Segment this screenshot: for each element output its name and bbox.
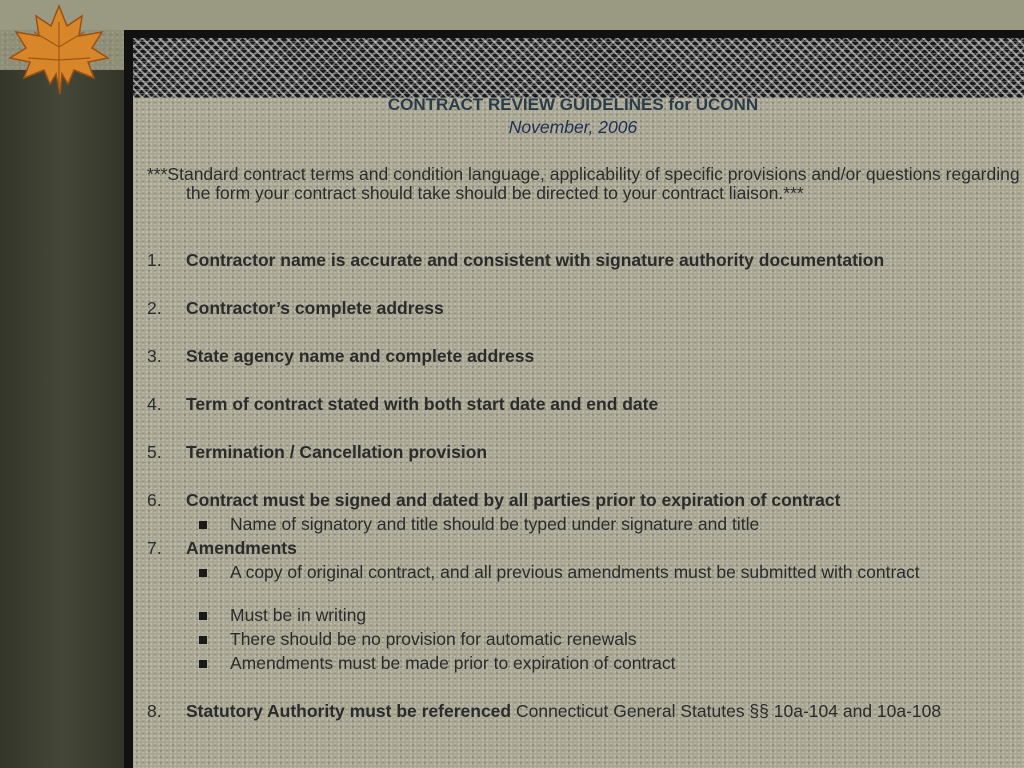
- slide-heading: CONTRACT REVIEW GUIDELINES for UCONN: [387, 95, 759, 114]
- sub-item-text: A copy of original contract, and all previous amendments must be submitted with contract: [230, 562, 920, 582]
- slide-date: November, 2006: [508, 117, 638, 137]
- item-text: State agency name and complete address: [186, 346, 535, 366]
- list-item: [147, 702, 992, 721]
- square-bullet-icon: [199, 521, 207, 529]
- sub-item: [199, 654, 959, 673]
- sub-item: [199, 515, 959, 534]
- sub-item-text: There should be no provision for automatic renewals: [230, 629, 637, 649]
- slide-content: [133, 38, 1024, 768]
- maple-leaf-icon: [4, 2, 114, 97]
- list-item: [147, 395, 992, 414]
- sub-item: [199, 563, 959, 582]
- item-text: Contractor name is accurate and consistent with signature authority documentation: [186, 250, 885, 270]
- item-number: 7.: [147, 538, 162, 558]
- item-number: 4.: [147, 394, 162, 414]
- square-bullet-icon: [199, 612, 207, 620]
- list-item: [147, 251, 992, 270]
- square-bullet-icon: [199, 660, 207, 668]
- liaison-note: ***Standard contract terms and condition language, applicability of specific provisions and/or questions regarding the form your contract should take should be directed to your contract liaison.***: [147, 164, 1020, 203]
- item-text: Termination / Cancellation provision: [186, 442, 488, 462]
- list-item: [147, 491, 992, 510]
- top-background-band: [0, 0, 1024, 30]
- item-text: Contractor’s complete address: [186, 298, 444, 318]
- item-text: Contract must be signed and dated by all parties prior to expiration of contract: [186, 490, 841, 510]
- square-bullet-icon: [199, 636, 207, 644]
- item-number: 6.: [147, 490, 162, 510]
- item-number: 3.: [147, 346, 162, 366]
- sub-item-text: Amendments must be made prior to expiration of contract: [230, 653, 676, 673]
- sub-item: [199, 630, 959, 649]
- item-number: 5.: [147, 442, 162, 462]
- sub-item: [199, 606, 959, 625]
- list-item: [147, 347, 992, 366]
- item-text-rest: Connecticut General Statutes §§ 10a-104 and 10a-108: [511, 701, 942, 721]
- item-text: Amendments: [186, 538, 297, 558]
- item-text: Term of contract stated with both start date and end date: [186, 394, 659, 414]
- list-item: [147, 443, 992, 462]
- sub-item-text: Must be in writing: [230, 605, 367, 625]
- square-bullet-icon: [199, 569, 207, 577]
- item-number: 2.: [147, 298, 162, 318]
- sub-item-text: Name of signatory and title should be typed under signature and title: [230, 514, 760, 534]
- item-text-bold: Statutory Authority must be referenced: [186, 701, 512, 721]
- list-item: [147, 539, 992, 558]
- item-text: [186, 702, 992, 721]
- item-number: 1.: [147, 250, 162, 270]
- side-background-band: [0, 70, 124, 768]
- list-item: [147, 299, 992, 318]
- item-number: 8.: [147, 701, 162, 721]
